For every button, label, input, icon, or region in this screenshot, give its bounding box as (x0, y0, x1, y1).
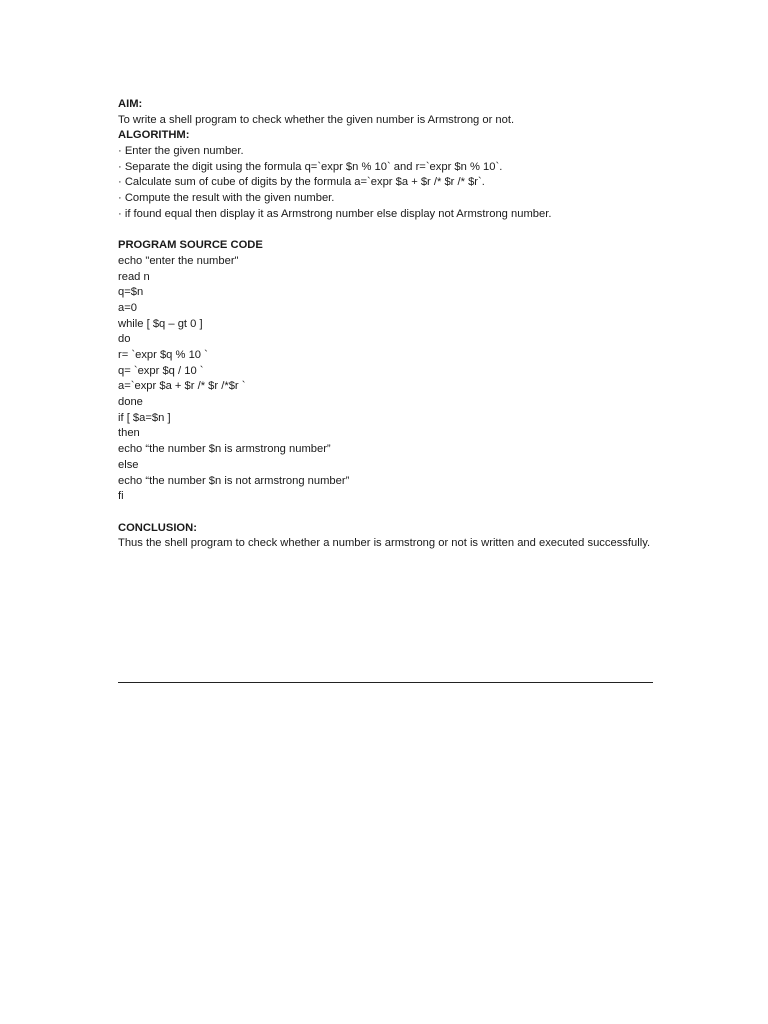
code-line: q=$n (118, 286, 144, 299)
algorithm-heading: ALGORITHM: (118, 129, 190, 142)
code-line: a=`expr $a + $r /* $r /*$r ` (118, 380, 246, 393)
code-line: else (118, 458, 139, 471)
algorithm-step: · Compute the result with the given number. (118, 192, 335, 205)
algorithm-step: · Separate the digit using the formula q=`expr $n % 10` and r=`expr $n % 10`. (118, 160, 503, 173)
code-line: if [ $a=$n ] (118, 411, 171, 424)
code-line: echo “the number $n is armstrong number” (118, 443, 331, 456)
section-spacer (118, 505, 658, 521)
algorithm-step: · Enter the given number. (118, 145, 244, 158)
code-line: then (118, 427, 140, 440)
horizontal-divider (118, 682, 653, 683)
program-heading: PROGRAM SOURCE CODE (118, 239, 263, 252)
code-line: r= `expr $q % 10 ` (118, 349, 208, 361)
algorithm-step: · Calculate sum of cube of digits by the formula a=`expr $a + $r /* $r /* $r`. (118, 176, 485, 189)
algorithm-step: · if found equal then display it as Armstrong number else display not Armstrong number. (118, 207, 552, 220)
code-line: done (118, 396, 143, 409)
conclusion-text: Thus the shell program to check whether a number is armstrong or not is written and executed successfully. (118, 537, 651, 550)
code-line: echo "enter the number" (118, 254, 239, 267)
document-content (118, 97, 658, 552)
code-line: while [ $q – gt 0 ] (118, 317, 203, 330)
code-line: read n (118, 270, 150, 283)
section-spacer (118, 223, 658, 239)
aim-heading: AIM: (118, 98, 143, 110)
code-line: do (118, 333, 131, 346)
code-line: q= `expr $q / 10 ` (118, 364, 204, 377)
code-line: fi (118, 490, 124, 503)
aim-text: To write a shell program to check whether the given number is Armstrong or not. (118, 113, 515, 126)
code-line: echo “the number $n is not armstrong number” (118, 474, 350, 487)
code-line: a=0 (118, 301, 137, 314)
conclusion-heading: CONCLUSION: (118, 521, 197, 534)
